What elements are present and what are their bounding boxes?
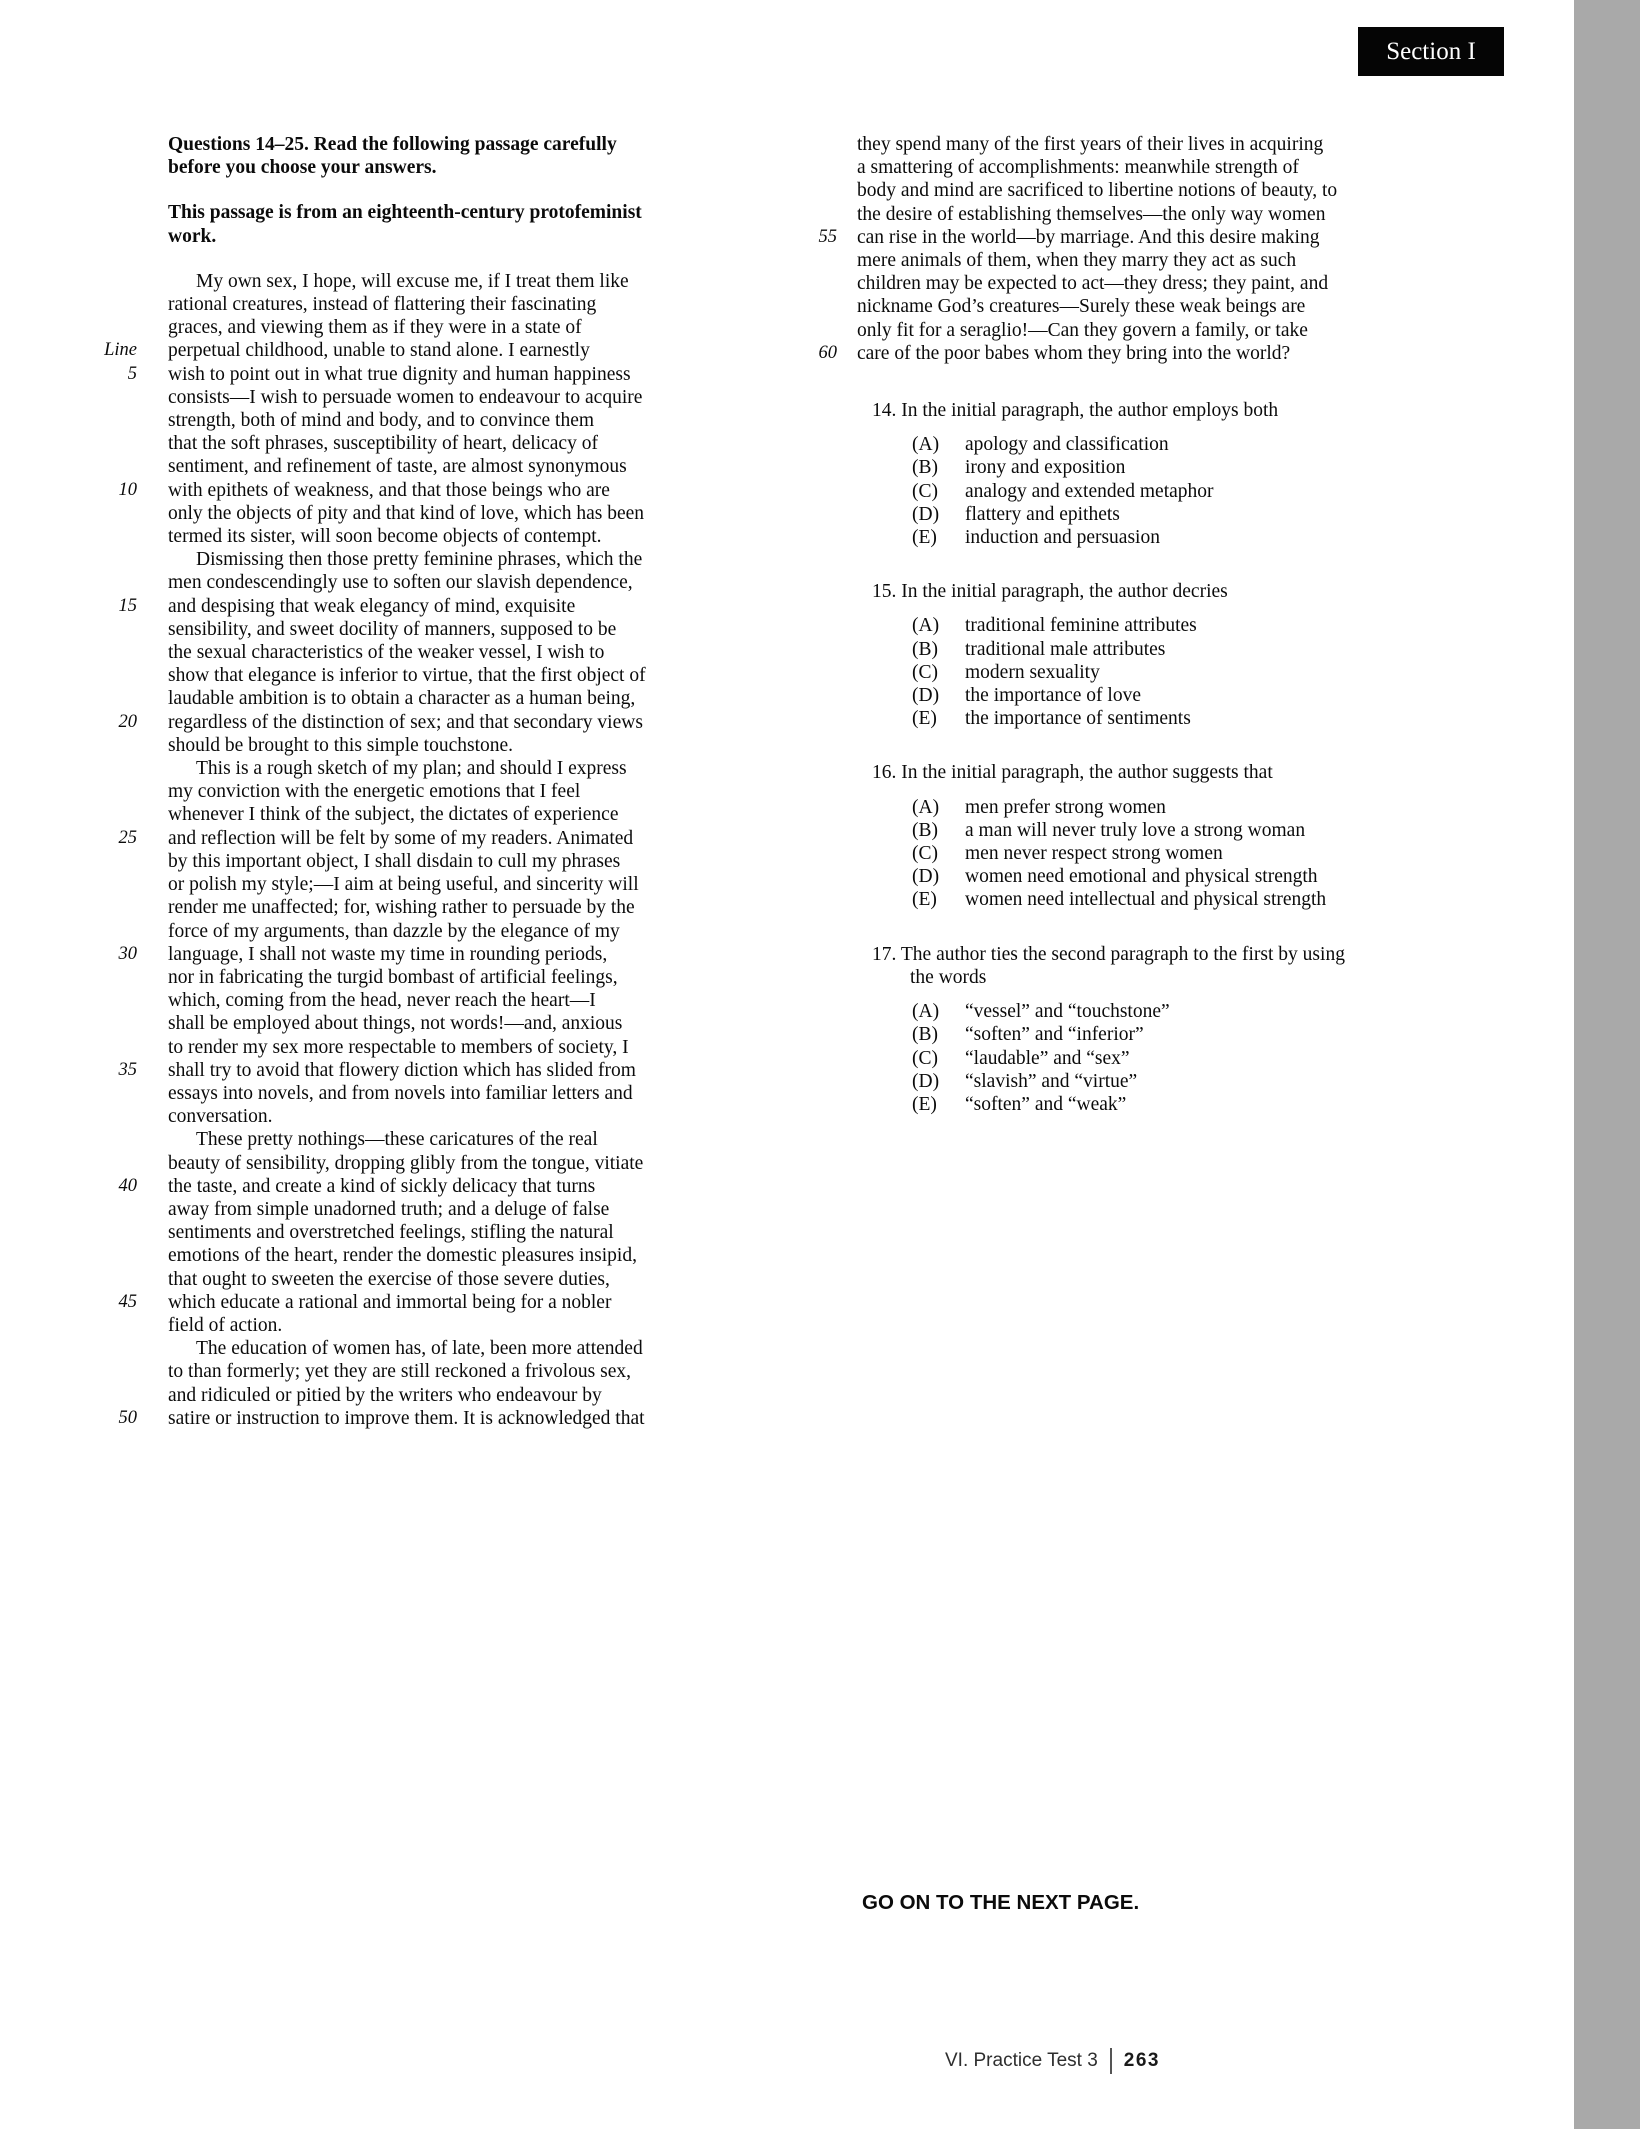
passage-line [800,179,1530,202]
passage-line [100,757,810,780]
passage-line-text: the sexual characteristics of the weaker vessel, I wish to [168,642,605,664]
passage-line [100,316,810,339]
answer-choice [872,661,1530,684]
footer-divider [1110,2048,1112,2074]
passage-line [100,989,810,1012]
choice-letter: (D) [912,1070,940,1092]
line-number [100,316,137,339]
page-edge-gray-bar [1574,0,1640,2129]
passage-line [100,455,810,478]
passage-line-text: beauty of sensibility, dropping glibly from the tongue, vitiate [168,1152,644,1174]
passage-line-text: should be brought to this simple touchstone. [168,734,514,756]
line-number [100,1198,137,1221]
question-stem: 15. In the initial paragraph, the author decries [872,581,1228,603]
passage-line-text: my conviction with the energetic emotions that I feel [168,781,581,803]
question [872,399,1530,549]
choice-text: “laudable” and “sex” [965,1047,1130,1069]
passage-line-text: body and mind are sacrificed to libertine notions of beauty, to [857,180,1338,202]
choice-letter: (C) [912,661,938,683]
passage-line [100,1407,810,1430]
choice-text: the importance of love [965,685,1141,707]
intro-line: work. [168,225,217,247]
passage-line [800,203,1530,226]
passage-line-text: with epithets of weakness, and that those beings who are [168,479,610,501]
choice-text: analogy and extended metaphor [965,480,1214,502]
line-number [100,757,137,780]
passage-line [100,548,810,571]
passage-line-text: force of my arguments, than dazzle by the elegance of my [168,920,620,942]
passage-line [100,502,810,525]
line-number [100,1268,137,1291]
choice-text: women need emotional and physical strength [965,866,1318,888]
answer-choice [872,1047,1530,1070]
passage-line-text: sentiment, and refinement of taste, are almost synonymous [168,456,627,478]
choice-letter: (D) [912,866,940,888]
passage-line [100,618,810,641]
passage-line [100,920,810,943]
passage-line [100,1059,810,1082]
answer-choice [872,684,1530,707]
passage-line-text: the desire of establishing themselves—the only way women [857,203,1326,225]
passage-line-text: or polish my style;—I aim at being useful, and sincerity will [168,874,639,896]
passage-line [100,1012,810,1035]
passage-line [100,1082,810,1105]
passage-line-text: The education of women has, of late, been more attended [196,1338,643,1360]
passage-line-text: wish to point out in what true dignity and human happiness [168,363,631,385]
answer-choice [872,503,1530,526]
answer-choice [872,888,1530,911]
choice-letter: (B) [912,1024,938,1046]
choice-text: men prefer strong women [965,796,1166,818]
line-number [800,272,837,295]
line-number [100,386,137,409]
passage-line-text: only fit for a seraglio!—Can they govern a family, or take [857,319,1308,341]
line-number [100,571,137,594]
passage-line [100,1384,810,1407]
question [872,580,1530,730]
go-on-instruction: GO ON TO THE NEXT PAGE. [862,1891,1140,1914]
passage-line [800,342,1530,365]
passage-line [100,827,810,850]
passage-line [100,479,810,502]
answer-choice [872,433,1530,456]
answer-choice [872,1000,1530,1023]
line-number [100,548,137,571]
passage-line-text: strength, both of mind and body, and to convince them [168,410,595,432]
answer-choice [872,638,1530,661]
passage-line-text: perpetual childhood, unable to stand alone. I earnestly [168,340,590,362]
passage-line-text: Dismissing then those pretty feminine phrases, which the [196,549,643,571]
line-number [100,432,137,455]
line-number [100,502,137,525]
passage-line [100,1036,810,1059]
answer-choice [872,456,1530,479]
passage-line-text: to than formerly; yet they are still reckoned a frivolous sex, [168,1361,631,1383]
line-number: 15 [118,595,137,616]
line-number [100,1337,137,1360]
answer-choice [872,614,1530,637]
line-number: 20 [118,711,137,732]
passage-line-text: and ridiculed or pitied by the writers who endeavour by [168,1384,602,1406]
choice-text: the importance of sentiments [965,708,1191,730]
passage-line [100,1221,810,1244]
choice-letter: (C) [912,843,938,865]
line-number [100,1128,137,1151]
line-number [100,618,137,641]
passage-line [100,1152,810,1175]
passage-line [100,432,810,455]
page-number: 263 [1123,2050,1160,2071]
answer-choice [872,819,1530,842]
passage-line-text: satire or instruction to improve them. It is acknowledged that [168,1407,645,1429]
line-number [100,1314,137,1337]
passage-line [100,1360,810,1383]
passage-line-text: that ought to sweeten the exercise of those severe duties, [168,1268,610,1290]
passage-line [100,270,810,293]
line-number [100,803,137,826]
choice-text: “slavish” and “virtue” [965,1070,1138,1092]
passage-line-text: language, I shall not waste my time in rounding periods, [168,943,608,965]
line-number: Line [104,340,137,361]
line-number [800,249,837,272]
passage-line-text: shall be employed about things, not words!—and, anxious [168,1013,623,1035]
line-number [100,270,137,293]
passage-right-part [800,133,1530,365]
choice-letter: (D) [912,685,940,707]
choice-letter: (A) [912,796,940,818]
passage-line [100,363,810,386]
passage-line-text: laudable ambition is to obtain a character as a human being, [168,688,636,710]
passage-line [800,295,1530,318]
line-number [800,179,837,202]
question [872,761,1530,911]
answer-choice [872,1070,1530,1093]
choice-letter: (C) [912,480,938,502]
passage-line [800,133,1530,156]
passage-line [100,687,810,710]
line-number [800,203,837,226]
passage-line [800,319,1530,342]
section-badge [1358,27,1504,76]
instructions-line: Questions 14–25. Read the following passage carefully [168,134,617,155]
line-number [100,734,137,757]
line-number [800,295,837,318]
passage-line-text: mere animals of them, when they marry they act as such [857,250,1297,272]
footer-section-label: VI. Practice Test 3 [945,2050,1098,2071]
line-number [100,920,137,943]
answer-choice [872,865,1530,888]
passage-line [100,873,810,896]
passage-line-text: These pretty nothings—these caricatures of the real [196,1129,598,1151]
answer-choice [872,796,1530,819]
passage-line [100,525,810,548]
passage-line [100,1314,810,1337]
passage-line-text: nickname God’s creatures—Surely these weak beings are [857,296,1306,318]
question-stem: 14. In the initial paragraph, the author employs both [872,400,1279,422]
choice-text: men never respect strong women [965,843,1223,865]
answer-choice [872,842,1530,865]
passage-line-text: a smattering of accomplishments: meanwhile strength of [857,157,1299,179]
passage-line [100,1128,810,1151]
passage-line-text: shall try to avoid that flowery diction which has slided from [168,1059,636,1081]
choice-text: apology and classification [965,434,1169,456]
answer-choice [872,1023,1530,1046]
line-number [100,1036,137,1059]
passage-line-text: nor in fabricating the turgid bombast of artificial feelings, [168,966,618,988]
choice-text: women need intellectual and physical strength [965,889,1327,911]
passage-line-text: show that elegance is inferior to virtue, that the first object of [168,665,646,687]
passage-line [800,156,1530,179]
choice-text: modern sexuality [965,661,1100,683]
passage-line [100,734,810,757]
line-number [100,966,137,989]
question [872,943,1530,1116]
choice-letter: (B) [912,457,938,479]
passage-line-text: by this important object, I shall disdain to cull my phrases [168,850,621,872]
line-number [800,133,837,156]
choice-letter: (D) [912,503,940,525]
intro-line: This passage is from an eighteenth-century protofeminist [168,202,642,224]
choice-letter: (A) [912,1001,940,1023]
choice-letter: (B) [912,819,938,841]
choice-letter: (C) [912,1047,938,1069]
passage-line [100,966,810,989]
choice-text: induction and persuasion [965,527,1160,549]
passage-line-text: whenever I think of the subject, the dictates of experience [168,804,619,826]
choice-text: traditional male attributes [965,638,1166,660]
choice-letter: (E) [912,1093,937,1115]
line-number [100,780,137,803]
question-instructions [168,133,810,179]
left-column [100,133,810,1430]
line-number [100,850,137,873]
line-number [100,1244,137,1267]
passage-line [100,664,810,687]
answer-choice [872,480,1530,503]
passage-line [100,293,810,316]
passage-line-text: termed its sister, will soon become objects of contempt. [168,526,602,548]
line-number: 10 [118,479,137,500]
passage-line-text: can rise in the world—by marriage. And this desire making [857,226,1320,248]
line-number [100,293,137,316]
passage-line-text: children may be expected to act—they dress; they paint, and [857,273,1329,295]
line-number [100,896,137,919]
passage-line-text: conversation. [168,1106,273,1128]
passage-line-text: essays into novels, and from novels into familiar letters and [168,1082,633,1104]
choice-text: “soften” and “inferior” [965,1024,1144,1046]
passage-line [100,409,810,432]
passage-line-text: they spend many of the first years of their lives in acquiring [857,134,1324,155]
right-column [800,133,1530,1147]
line-number [800,319,837,342]
line-number [100,409,137,432]
choice-text: “soften” and “weak” [965,1093,1127,1115]
line-number [100,1082,137,1105]
choice-letter: (B) [912,638,938,660]
choice-letter: (E) [912,889,937,911]
line-number: 40 [118,1175,137,1196]
passage-line [800,272,1530,295]
choice-text: irony and exposition [965,457,1126,479]
question-stem: 16. In the initial paragraph, the author suggests that [872,762,1273,784]
line-number: 55 [818,226,837,247]
passage-line [100,1175,810,1198]
passage-line-text: regardless of the distinction of sex; and that secondary views [168,711,643,733]
passage-line [100,386,810,409]
passage-line-text: rational creatures, instead of flattering their fascinating [168,294,597,316]
passage-line-text: away from simple unadorned truth; and a deluge of false [168,1198,610,1220]
passage-line-text: sentiments and overstretched feelings, stifling the natural [168,1222,614,1244]
line-number [100,1105,137,1128]
line-number [100,664,137,687]
passage-line [100,1105,810,1128]
line-number: 25 [118,827,137,848]
line-number: 60 [818,342,837,363]
passage-line-text: that the soft phrases, susceptibility of heart, delicacy of [168,433,598,455]
passage-line-text: the taste, and create a kind of sickly delicacy that turns [168,1175,596,1197]
passage-line-text: men condescendingly use to soften our slavish dependence, [168,572,633,594]
line-number [100,1384,137,1407]
line-number: 30 [118,943,137,964]
line-number [100,1221,137,1244]
line-number: 5 [127,363,137,384]
line-number [100,525,137,548]
choice-text: “vessel” and “touchstone” [965,1001,1170,1023]
passage-line [100,339,810,362]
passage-line [100,571,810,594]
choice-letter: (E) [912,527,937,549]
passage-line [100,1337,810,1360]
choice-text: traditional feminine attributes [965,615,1197,637]
passage-line-text: and reflection will be felt by some of my readers. Animated [168,827,634,849]
instructions-line: before you choose your answers. [168,157,437,179]
passage-line-text: only the objects of pity and that kind of love, which has been [168,502,645,524]
passage-line [100,1291,810,1314]
questions-list [872,399,1530,1116]
passage-line-text: which, coming from the head, never reach the heart—I [168,990,596,1012]
passage-line-text: My own sex, I hope, will excuse me, if I treat them like [196,270,629,292]
passage-line-text: sensibility, and sweet docility of manners, supposed to be [168,618,617,640]
line-number [100,1152,137,1175]
passage-line-text: and despising that weak elegancy of mind, exquisite [168,595,576,617]
page-footer [945,2048,1160,2074]
section-badge-label: Section I [1386,37,1476,65]
passage-line [100,896,810,919]
line-number: 50 [118,1407,137,1428]
passage-line-text: care of the poor babes whom they bring into the world? [857,342,1291,364]
passage-line [100,850,810,873]
passage-line [800,226,1530,249]
line-number [100,1012,137,1035]
passage-line-text: graces, and viewing them as if they were in a state of [168,317,582,339]
choice-letter: (A) [912,615,940,637]
answer-choice [872,526,1530,549]
line-number [100,989,137,1012]
passage-line [100,943,810,966]
passage-line-text: This is a rough sketch of my plan; and should I express [196,758,627,780]
line-number [100,687,137,710]
passage-line-text: field of action. [168,1314,283,1336]
line-number: 35 [118,1059,137,1080]
passage-line [800,249,1530,272]
line-number [800,156,837,179]
choice-text: flattery and epithets [965,503,1120,525]
passage-line-text: consists—I wish to persuade women to endeavour to acquire [168,386,643,408]
choice-letter: (A) [912,434,940,456]
question-stem: 17. The author ties the second paragraph to the first by using the words [872,943,1345,988]
passage-left-part [100,270,810,1430]
passage-line-text: emotions of the heart, render the domestic pleasures insipid, [168,1245,637,1267]
line-number [100,455,137,478]
line-number: 45 [118,1291,137,1312]
passage-line [100,711,810,734]
line-number [100,1360,137,1383]
line-number [100,641,137,664]
choice-text: a man will never truly love a strong woman [965,819,1306,841]
passage-line [100,803,810,826]
passage-introduction [168,201,810,247]
passage-line [100,1268,810,1291]
passage-line [100,1198,810,1221]
answer-choice [872,1093,1530,1116]
passage-line [100,780,810,803]
answer-choice [872,707,1530,730]
passage-line-text: to render my sex more respectable to members of society, I [168,1036,629,1058]
line-number [100,873,137,896]
passage-line [100,1244,810,1267]
passage-line [100,595,810,618]
passage-line-text: which educate a rational and immortal being for a nobler [168,1291,612,1313]
choice-letter: (E) [912,708,937,730]
passage-line [100,641,810,664]
passage-line-text: render me unaffected; for, wishing rather to persuade by the [168,897,635,919]
